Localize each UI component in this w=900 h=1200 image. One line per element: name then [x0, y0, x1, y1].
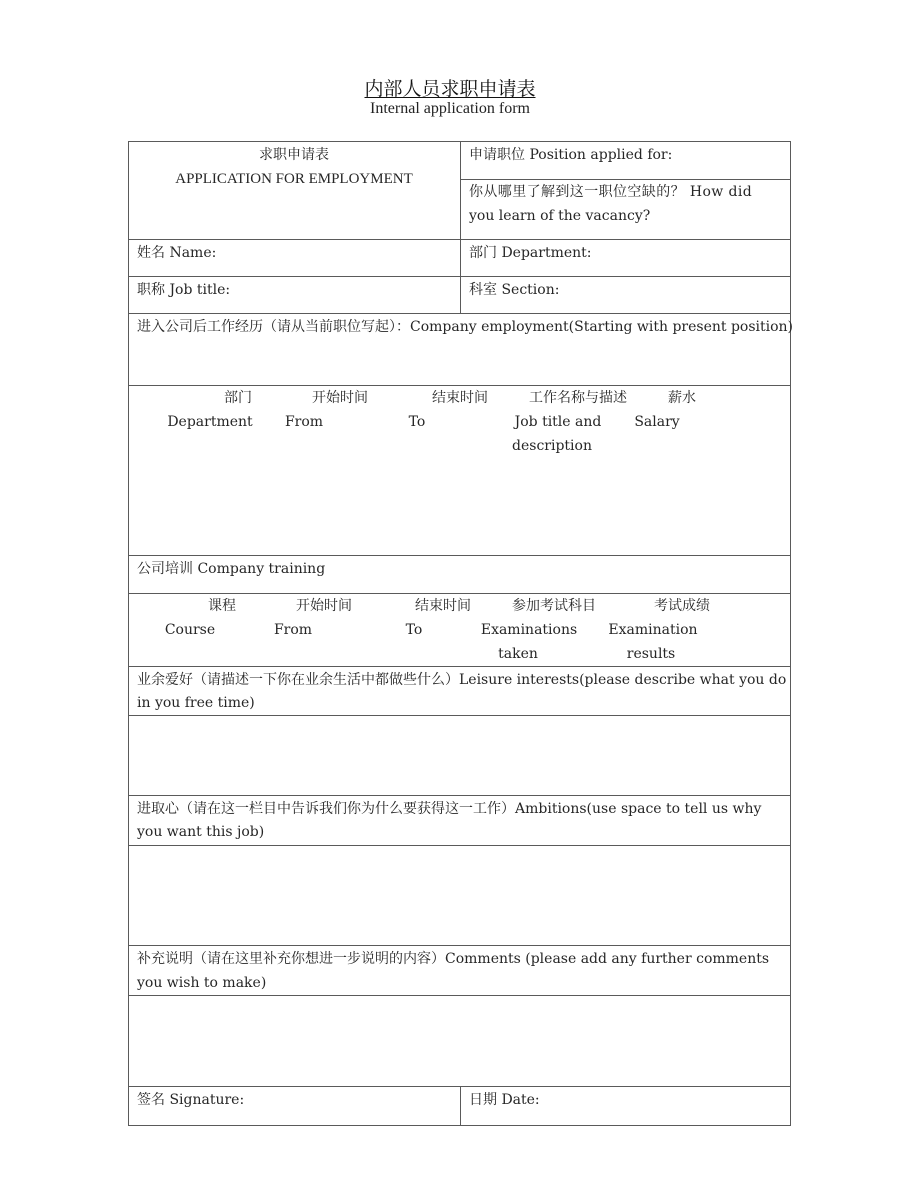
ambitions-heading-line1: 进取心（请在这一栏目中告诉我们你为什么要获得这一工作）Ambitions(use space to tell us why	[137, 801, 762, 817]
job-title-field[interactable]: 职称 Job title:	[137, 282, 231, 298]
vacancy-source-label-line2[interactable]: you learn of the vacancy?	[469, 208, 651, 224]
training-col-exams: 参加考试科目	[512, 598, 596, 614]
row-divider	[128, 795, 791, 796]
employment-col-job-title-en: Job title and	[514, 414, 602, 430]
leisure-answer-area[interactable]	[129, 716, 790, 795]
form-title-english: Internal application form	[370, 100, 530, 117]
column-divider	[460, 1086, 461, 1126]
training-col-results-en: Examination	[608, 622, 698, 638]
training-col-exams-en2: taken	[498, 646, 538, 662]
row-divider	[128, 313, 791, 314]
leisure-heading-line2: in you free time)	[137, 695, 255, 711]
training-col-results: 考试成绩	[654, 598, 710, 614]
application-title-cn: 求职申请表	[259, 147, 329, 163]
column-divider	[460, 141, 461, 313]
employment-col-from: 开始时间	[312, 390, 368, 406]
employment-col-department: 部门	[224, 390, 252, 406]
training-col-exams-en: Examinations	[480, 622, 578, 638]
training-col-from-en: From	[273, 622, 313, 638]
training-col-course-en: Course	[164, 622, 216, 638]
training-heading: 公司培训 Company training	[137, 561, 326, 577]
employment-col-to-en: To	[408, 414, 426, 430]
department-field[interactable]: 部门 Department:	[469, 245, 592, 261]
employment-col-department-en: Department	[167, 414, 253, 430]
training-col-course: 课程	[208, 598, 236, 614]
comments-answer-area[interactable]	[129, 996, 790, 1086]
row-divider	[128, 666, 791, 667]
position-applied-field[interactable]: 申请职位 Position applied for:	[469, 147, 673, 163]
form-title-chinese: 内部人员求职申请表	[364, 78, 536, 100]
section-field[interactable]: 科室 Section:	[469, 282, 560, 298]
date-field[interactable]: 日期 Date:	[469, 1092, 540, 1108]
training-col-to-en: To	[405, 622, 423, 638]
training-col-from: 开始时间	[296, 598, 352, 614]
row-divider	[128, 945, 791, 946]
employment-col-from-en: From	[284, 414, 324, 430]
employment-col-salary: 薪水	[668, 390, 696, 406]
training-col-to: 结束时间	[415, 598, 471, 614]
training-col-results-en2: results	[626, 646, 676, 662]
employment-col-to: 结束时间	[432, 390, 488, 406]
application-title-en: APPLICATION FOR EMPLOYMENT	[175, 171, 413, 187]
employment-heading: 进入公司后工作经历（请从当前职位写起）：Company employment(Starting with present position)	[137, 319, 794, 335]
signature-field[interactable]: 签名 Signature:	[137, 1092, 245, 1108]
comments-heading-line2: you wish to make)	[137, 975, 267, 991]
employment-col-job-title: 工作名称与描述	[529, 390, 627, 406]
table-border-right	[790, 141, 791, 1126]
ambitions-answer-area[interactable]	[129, 846, 790, 945]
table-border-left	[128, 141, 129, 1126]
employment-col-job-title-en2: description	[512, 438, 592, 454]
ambitions-heading-line2: you want this job)	[137, 824, 265, 840]
name-field[interactable]: 姓名 Name:	[137, 245, 217, 261]
leisure-heading-line1: 业余爱好（请描述一下你在业余生活中都做些什么）Leisure interests(please describe what you do	[137, 672, 787, 688]
comments-heading-line1: 补充说明（请在这里补充你想进一步说明的内容）Comments (please add any further comments	[137, 951, 770, 967]
row-divider	[128, 555, 791, 556]
vacancy-source-label-line1: 你从哪里了解到这一职位空缺的？ How did	[469, 184, 753, 200]
employment-col-salary-en: Salary	[634, 414, 680, 430]
